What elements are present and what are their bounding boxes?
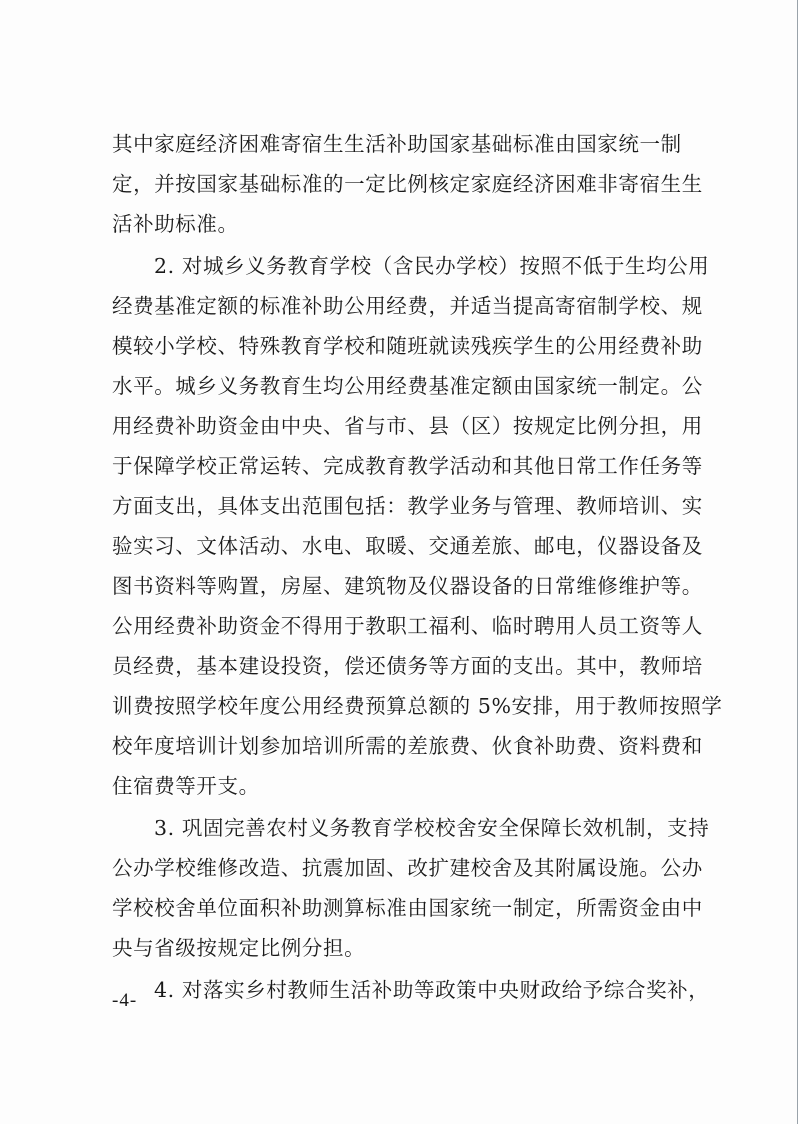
text-line: 训费按照学校年度公用经费预算总额的 5%安排，用于教师按照学 bbox=[112, 694, 723, 718]
paragraph-4-start: 4. 对落实乡村教师生活补助等政策中央财政给予综合奖补， bbox=[154, 978, 710, 1002]
text-line: 公办学校维修改造、抗震加固、改扩建校舍及其附属设施。公办 bbox=[112, 856, 703, 880]
text-line: 经费基准定额的标准补助公用经费，并适当提高寄宿制学校、规 bbox=[112, 294, 703, 318]
text-line: 校年度培训计划参加培训所需的差旅费、伙食补助费、资料费和 bbox=[112, 734, 703, 758]
text-line: 活补助标准。 bbox=[112, 212, 239, 236]
text-line: 水平。城乡义务教育生均公用经费基准定额由国家统一制定。公 bbox=[112, 374, 703, 398]
text-line: 用经费补助资金由中央、省与市、县（区）按规定比例分担，用 bbox=[112, 414, 703, 438]
text-line: 学校校舍单位面积补助测算标准由国家统一制定，所需资金由中 bbox=[112, 896, 703, 920]
body-text bbox=[112, 124, 723, 1010]
text-line: 其中家庭经济困难寄宿生生活补助国家基础标准由国家统一制 bbox=[112, 132, 682, 156]
paragraph-3-start: 3. 巩固完善农村义务教育学校校舍安全保障长效机制，支持 bbox=[154, 816, 710, 840]
page-number: -4- bbox=[112, 990, 138, 1011]
text-line: 央与省级按规定比例分担。 bbox=[112, 936, 366, 960]
text-line: 公用经费补助资金不得用于教职工福利、临时聘用人员工资等人 bbox=[112, 614, 703, 638]
text-line: 员经费，基本建设投资，偿还债务等方面的支出。其中，教师培 bbox=[112, 654, 703, 678]
text-line: 住宿费等开支。 bbox=[112, 774, 260, 798]
text-line: 于保障学校正常运转、完成教育教学活动和其他日常工作任务等 bbox=[112, 454, 703, 478]
text-line: 模较小学校、特殊教育学校和随班就读残疾学生的公用经费补助 bbox=[112, 334, 703, 358]
text-line: 图书资料等购置，房屋、建筑物及仪器设备的日常维修维护等。 bbox=[112, 574, 703, 598]
text-line: 验实习、文体活动、水电、取暖、交通差旅、邮电，仪器设备及 bbox=[112, 534, 703, 558]
text-line: 定，并按国家基础标准的一定比例核定家庭经济困难非寄宿生生 bbox=[112, 172, 703, 196]
text-line: 方面支出，具体支出范围包括：教学业务与管理、教师培训、实 bbox=[112, 494, 703, 518]
paragraph-2-start: 2. 对城乡义务教育学校（含民办学校）按照不低于生均公用 bbox=[154, 254, 710, 278]
